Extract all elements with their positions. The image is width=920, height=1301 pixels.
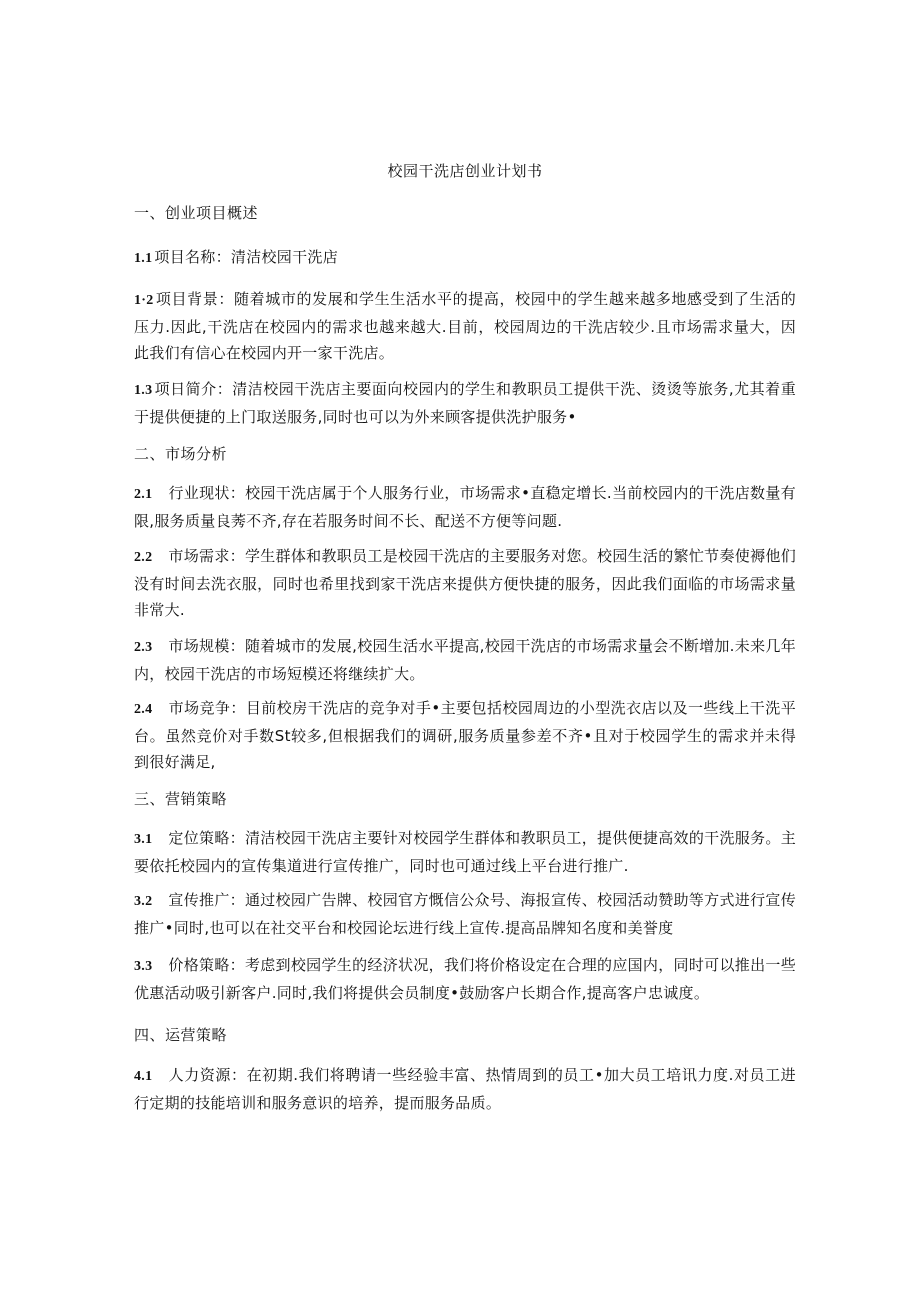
item-number: 3.1: [134, 832, 153, 847]
item-number: 1.3: [134, 383, 153, 398]
section-heading-operations: 四、运营策略: [134, 1026, 228, 1044]
item-number: 2.1: [134, 487, 153, 502]
item-text: 价格策略：考虑到校园学生的经济状况，我们将价格设定在合理的应国内，同时可以推出一些优惠活动吸引新客户.同时,我们将提供会员制度•鼓励客户长期合作,提高客户忠诚度。: [134, 956, 796, 1002]
item-number: 3.2: [134, 894, 153, 909]
item-text: 市场竞争：目前校房干洗店的竞争对手•主要包括校园周边的小型洗衣店以及一些线上干洗平台。虽然竞价对手数St较多,但根据我们的调研,服务质量参差不齐•且对于校园学生的需求并未得到很好满足,: [134, 699, 796, 771]
item-text: 项日简介：清洁校园干洗店主要面向校园内的学生和教职员工提供干洗、烫烫等旅务,尤其着重于提供便捷的上门取送服务,同时也可以为外来顾客提供洗护服务•: [134, 380, 796, 426]
item-3-3: [134, 952, 796, 1006]
item-1-1: [134, 244, 796, 272]
item-1-3: [134, 376, 796, 430]
item-text: 项目背景：随着城市的发展和学生生活水平的提高，校园中的学生越来越多地感受到了生活的压力.因此,干洗店在校园内的需求也越来越大.目前，校园周边的干洗店较少.且市场需求量大，因此我们有信心在校园内开一家干洗店。: [134, 290, 796, 362]
item-number: 4.1: [134, 1069, 153, 1084]
item-text: 市场需求：学生群体和教职员工是校园干洗店的主要服务对您。校园生活的繁忙节奏使褥他们没有时间去洗衣服，同时也希里找到家干洗店来提供方便快捷的服务，因此我们面临的市场需求量非常大.: [134, 547, 796, 619]
item-3-1: [134, 825, 796, 879]
item-text: 行业现状：校园干洗店属于个人服务行业，市场需求•直稳定增长.当前校园内的干洗店数量有限,服务质量良莠不齐,存在若服务时间不长、配送不方便等问题.: [134, 484, 796, 530]
section-heading-market: 二、市场分析: [134, 445, 228, 463]
item-text: 定位策略：清洁校园干洗店主要针对校园学生群体和教职员工，提供便捷高效的干洗服务。主要依托校园内的宣传集道进行宣传推广，同时也可通过线上平台进行推广.: [134, 829, 796, 875]
item-text: 项目名称：清洁校园干洗店: [154, 248, 339, 266]
section-heading-overview: 一、创业项目概述: [134, 204, 259, 222]
item-number: 2.2: [134, 550, 153, 565]
item-text: 人力资源：在初期.我们将聘请一些经验丰富、热情周到的员工•加大员工培讯力度.对员工进行定期的技能培训和服务意识的培养，提而服务品质。: [134, 1066, 796, 1112]
item-2-2: [134, 543, 796, 623]
item-text: 市场规模：随着城市的发展,校园生活水平提高,校园干洗店的市场需求量会不断增加.未来几年内，校园干洗店的市场短模还将继续扩大。: [134, 637, 796, 683]
document-title: 校园干洗店创业计划书: [387, 162, 543, 180]
item-1-2: [134, 286, 796, 366]
item-3-2: [134, 887, 796, 941]
item-2-1: [134, 480, 796, 534]
item-number: 1.1: [134, 251, 153, 266]
item-number: 2.4: [134, 702, 153, 717]
item-number: 3.3: [134, 959, 153, 974]
item-text: 宣传推广：通过校园广告牌、校园官方慨信公众号、海报宣传、校园活动赞助等方式进行宣传推广•同时,也可以在社交平台和校园论坛进行线上宣传.提高品牌知名度和美誉度: [134, 891, 796, 937]
item-2-4: [134, 695, 796, 775]
section-heading-marketing: 三、营销策略: [134, 790, 228, 808]
item-number: 1·2: [134, 293, 154, 308]
item-2-3: [134, 633, 796, 687]
item-4-1: [134, 1062, 796, 1116]
item-number: 2.3: [134, 640, 153, 655]
